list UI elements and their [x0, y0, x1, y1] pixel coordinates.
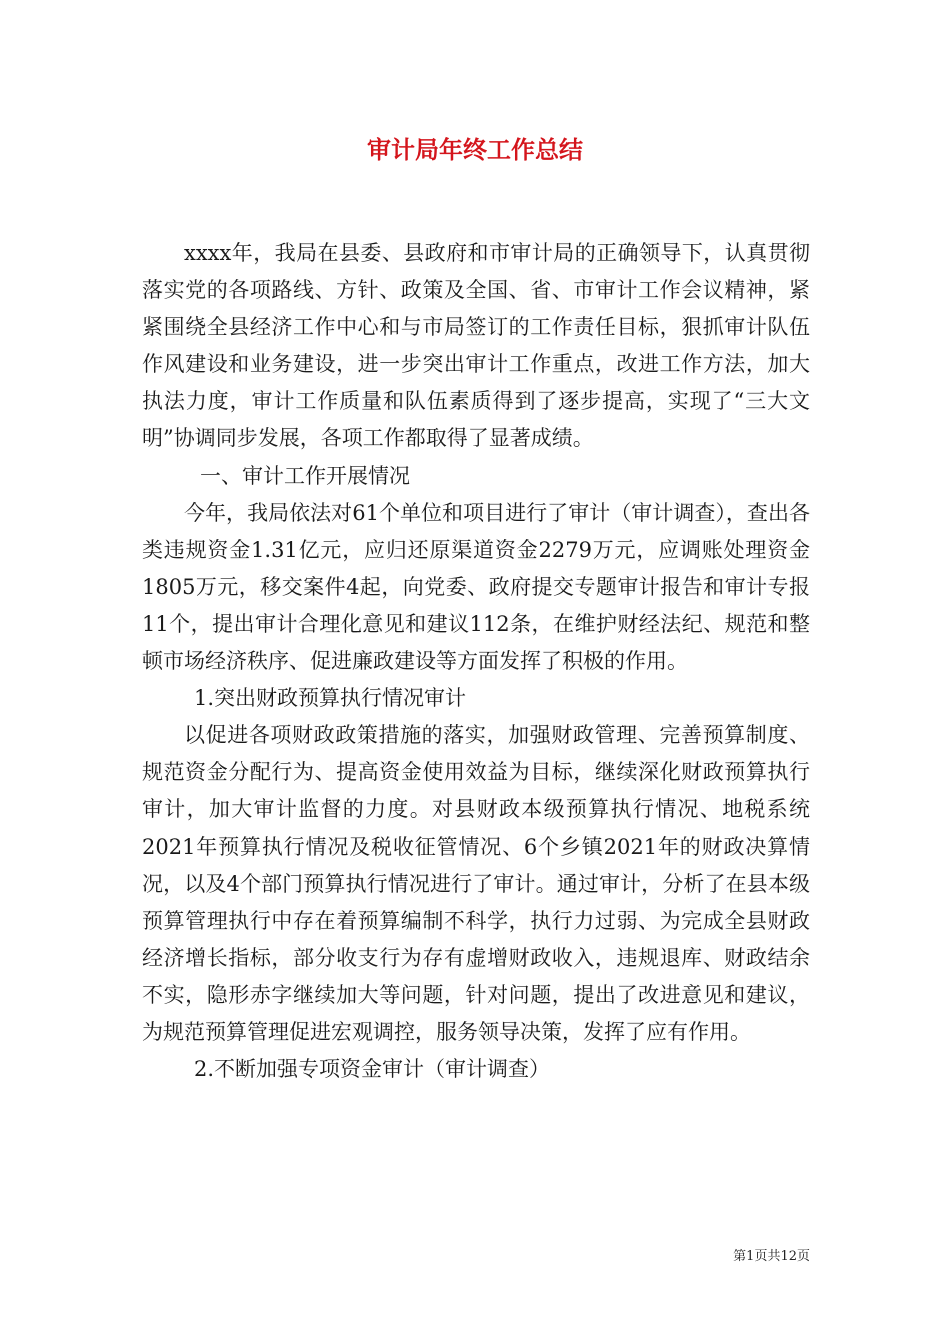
subsection-heading: 1.突出财政预算执行情况审计 — [194, 686, 467, 711]
intro-paragraph: xxxx年，我局在县委、县政府和市审计局的正确领导下，认真贯彻落实党的各项路线、方针、政策及全国、省、市审计工作会议精神，紧紧围绕全县经济工作中心和与市局签订的工作责任目标，狠抓审计队伍作风建设和业务建设，进一步突出审计工作重点，改进工作方法，加大执法力度，审计工作质量和队伍素质得到了逐步提高，实现了“三大文明”协调同步发展，各项工作都取得了显著成绩。 — [142, 241, 810, 451]
page-number: 第1页共12页 — [733, 1249, 810, 1264]
section-paragraph: 今年，我局依法对61个单位和项目进行了审计（审计调查），查出各类违规资金1.31亿元，应归还原渠道资金2279万元，应调账处理资金1805万元，移交案件4起，向党委、政府提交专题审计报告和审计专报11个，提出审计合理化意见和建议112条，在维护财经法纪、规范和整顿市场经济秩序、促进廉政建设等方面发挥了积极的作用。 — [142, 500, 810, 674]
subsection-heading: 2.不断加强专项资金审计（审计调查） — [194, 1057, 551, 1082]
document-body — [142, 235, 810, 1088]
section-heading: 一、审计工作开展情况 — [200, 463, 410, 488]
subsection-paragraph: 以促进各项财政政策措施的落实，加强财政管理、完善预算制度、规范资金分配行为、提高资金使用效益为目标，继续深化财政预算执行审计，加大审计监督的力度。对县财政本级预算执行情况、地税系统2021年预算执行情况及税收征管情况、6个乡镇2021年的财政决算情况，以及4个部门预算执行情况进行了审计。通过审计，分析了在县本级预算管理执行中存在着预算编制不科学，执行力过弱、为完成全县财政经济增长指标，部分收支行为存有虚增财政收入，违规退库、财政结余不实，隐形赤字继续加大等问题，针对问题，提出了改进意见和建议，为规范预算管理促进宏观调控，服务领导决策，发挥了应有作用。 — [142, 723, 810, 1044]
document-title: 审计局年终工作总结 — [367, 136, 583, 164]
